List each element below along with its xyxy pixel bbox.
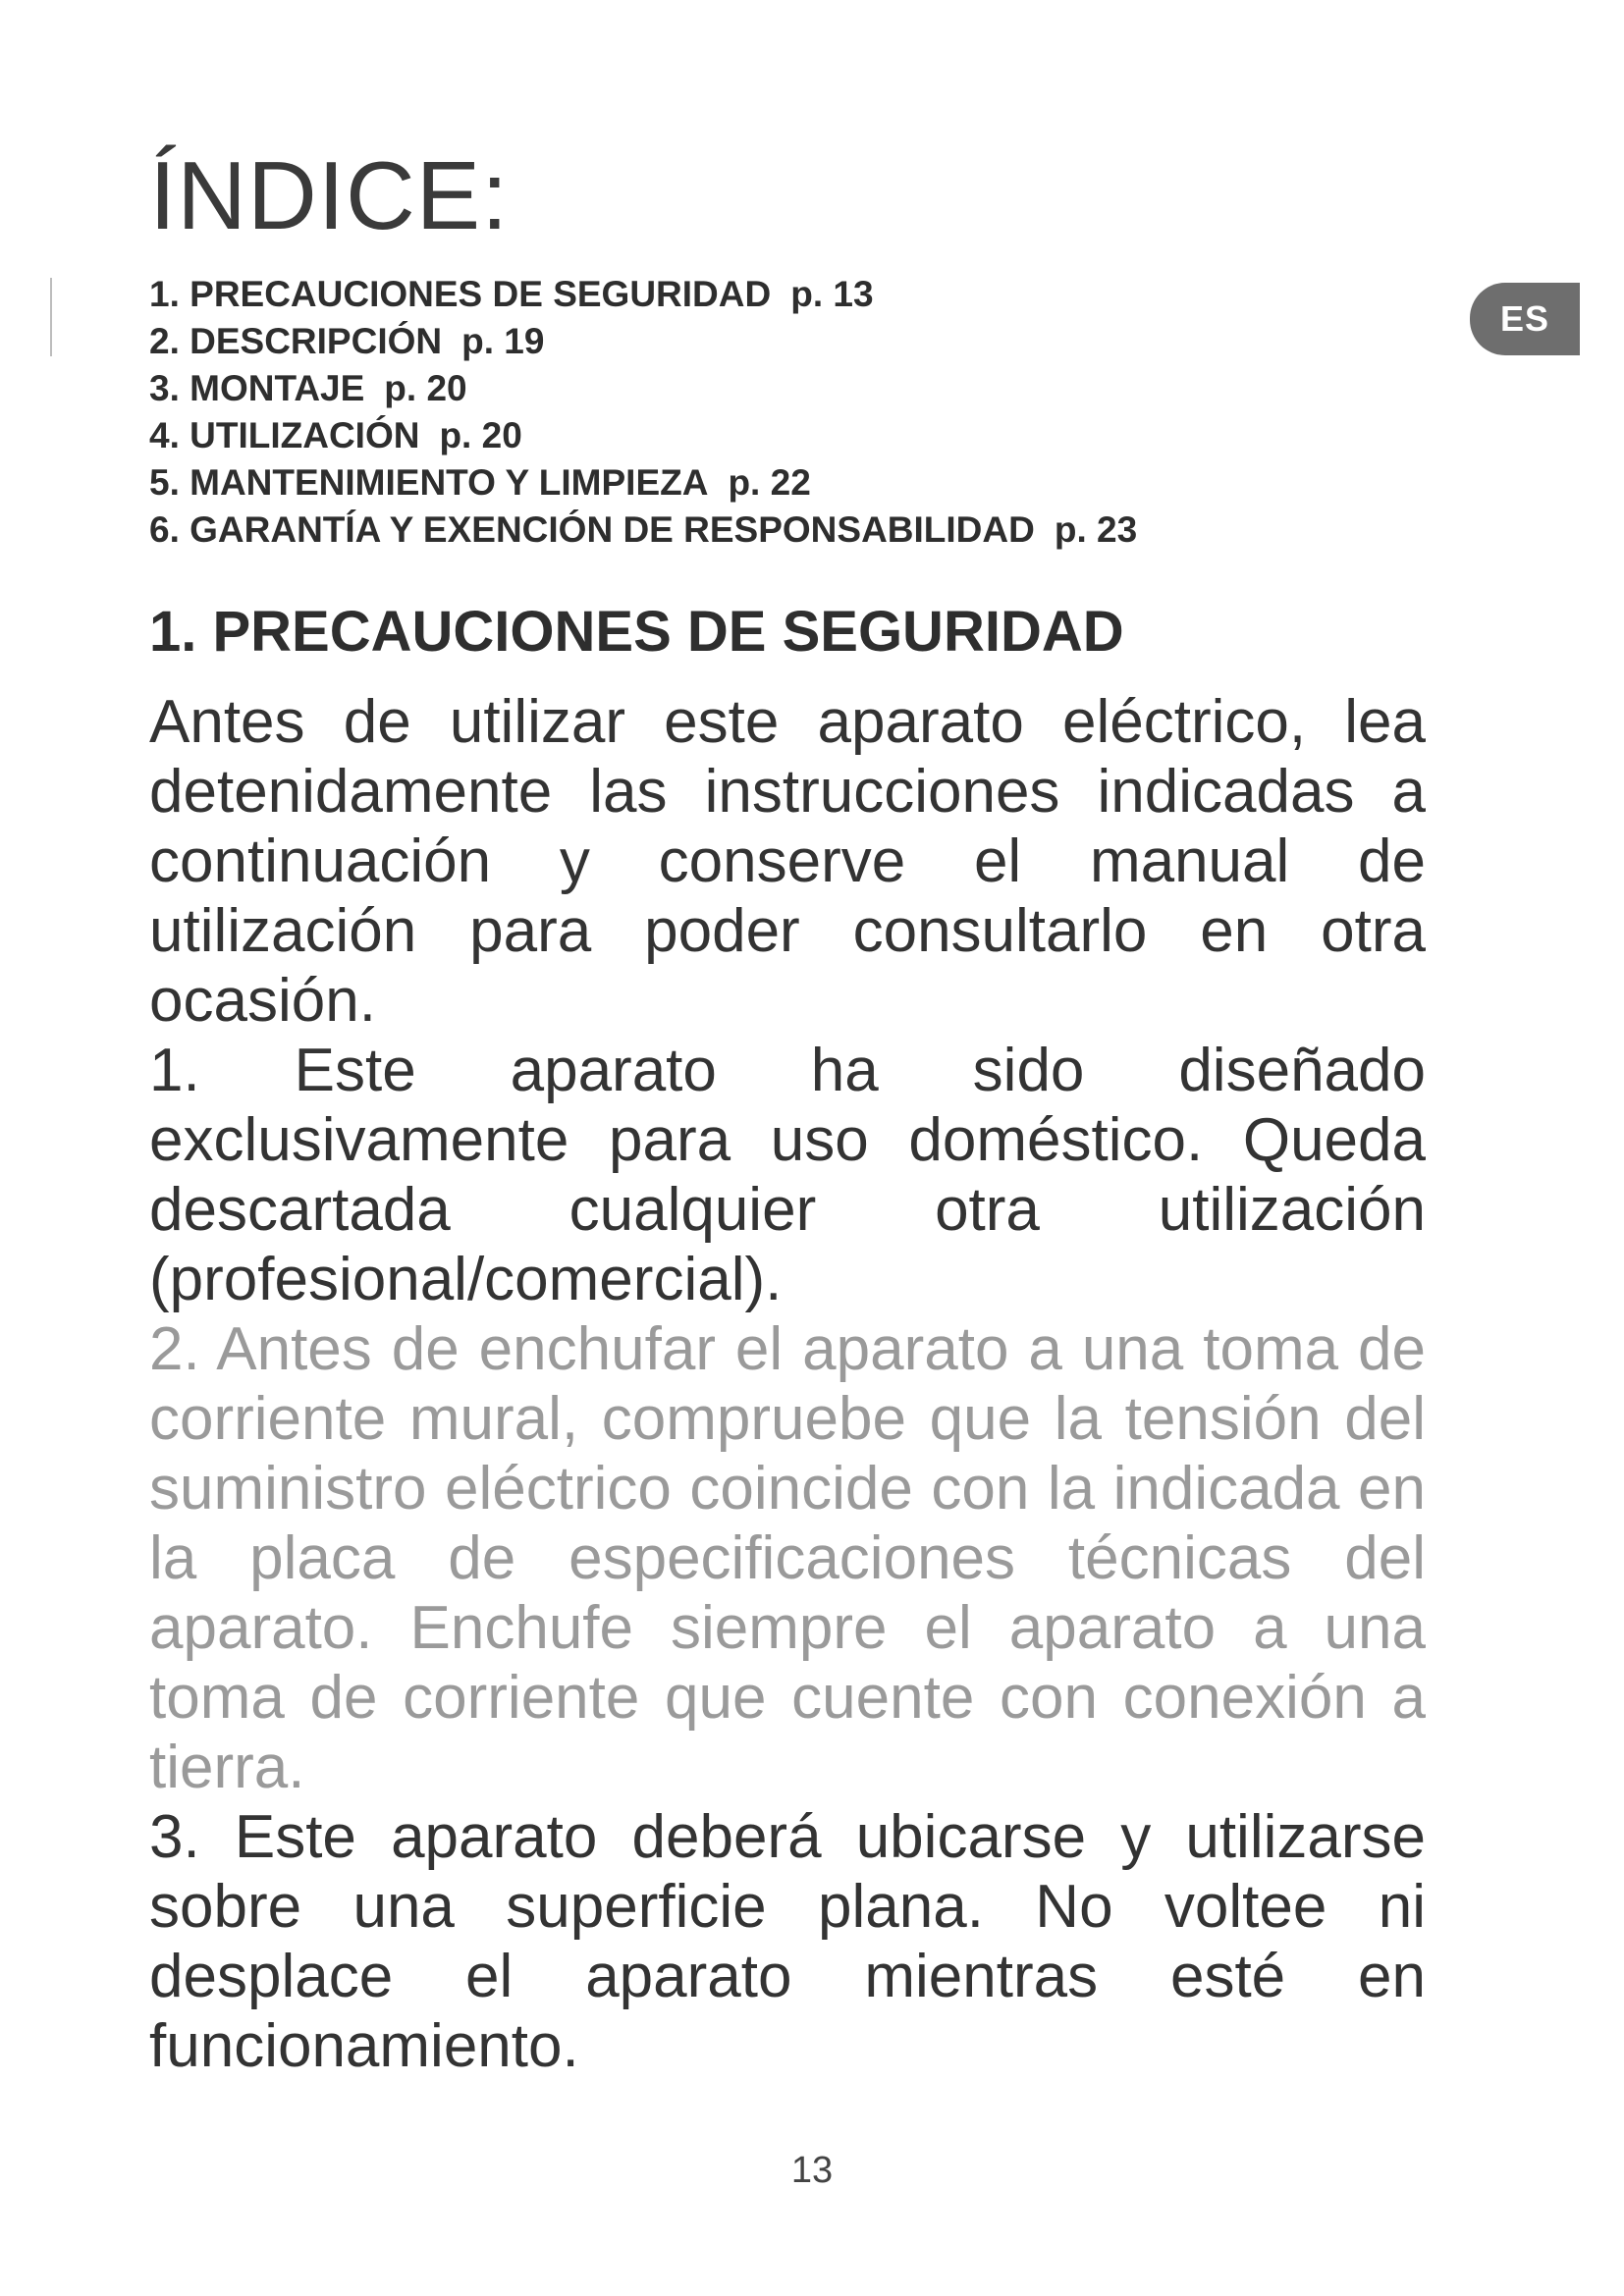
page-title: ÍNDICE: (149, 141, 510, 249)
toc-item-label: 5. MANTENIMIENTO Y LIMPIEZA (149, 462, 709, 503)
intro-paragraph: Antes de utilizar este aparato eléctrico, lea detenidamente las instrucciones indicadas a continuación y conserve el manual de utilización para poder consultarlo en otra ocasión. (149, 688, 1426, 1035)
toc-item-page: p. 22 (728, 462, 811, 503)
toc-item (149, 459, 1137, 507)
toc-item-page: p. 13 (790, 274, 874, 314)
edge-mark (50, 278, 52, 356)
toc-item (149, 271, 1137, 318)
toc-item-label: 6. GARANTÍA Y EXENCIÓN DE RESPONSABILIDAD (149, 509, 1035, 550)
section-body (149, 687, 1426, 2081)
toc-item-label: 1. PRECAUCIONES DE SEGURIDAD (149, 274, 772, 314)
language-badge: ES (1470, 283, 1580, 355)
section-heading: 1. PRECAUCIONES DE SEGURIDAD (149, 600, 1124, 664)
safety-item-2: 2. Antes de enchufar el aparato a una toma de corriente mural, compruebe que la tensión del suministro eléctrico coincide con la indicada en la placa de especificaciones técnicas del aparato. Enchufe siempre el aparato a una toma de corriente que cuente con conexión a tierra. (149, 1315, 1426, 1801)
table-of-contents (149, 271, 1137, 554)
toc-item (149, 507, 1137, 554)
toc-item-page: p. 19 (461, 321, 545, 361)
toc-item-page: p. 20 (439, 415, 522, 455)
toc-item (149, 412, 1137, 459)
toc-item-label: 4. UTILIZACIÓN (149, 415, 420, 455)
safety-item-1: 1. Este aparato ha sido diseñado exclusivamente para uso doméstico. Queda descartada cualquier otra utilización (profesional/comercial). (149, 1037, 1426, 1313)
toc-item (149, 365, 1137, 412)
toc-item (149, 318, 1137, 365)
toc-item-label: 2. DESCRIPCIÓN (149, 321, 443, 361)
toc-item-label: 3. MONTAJE (149, 368, 365, 408)
safety-item-3: 3. Este aparato deberá ubicarse y utilizarse sobre una superficie plana. No voltee ni desplace el aparato mientras esté en funcionamiento. (149, 1803, 1426, 2080)
toc-item-page: p. 20 (384, 368, 467, 408)
page-number: 13 (790, 2150, 834, 2191)
toc-item-page: p. 23 (1054, 509, 1138, 550)
